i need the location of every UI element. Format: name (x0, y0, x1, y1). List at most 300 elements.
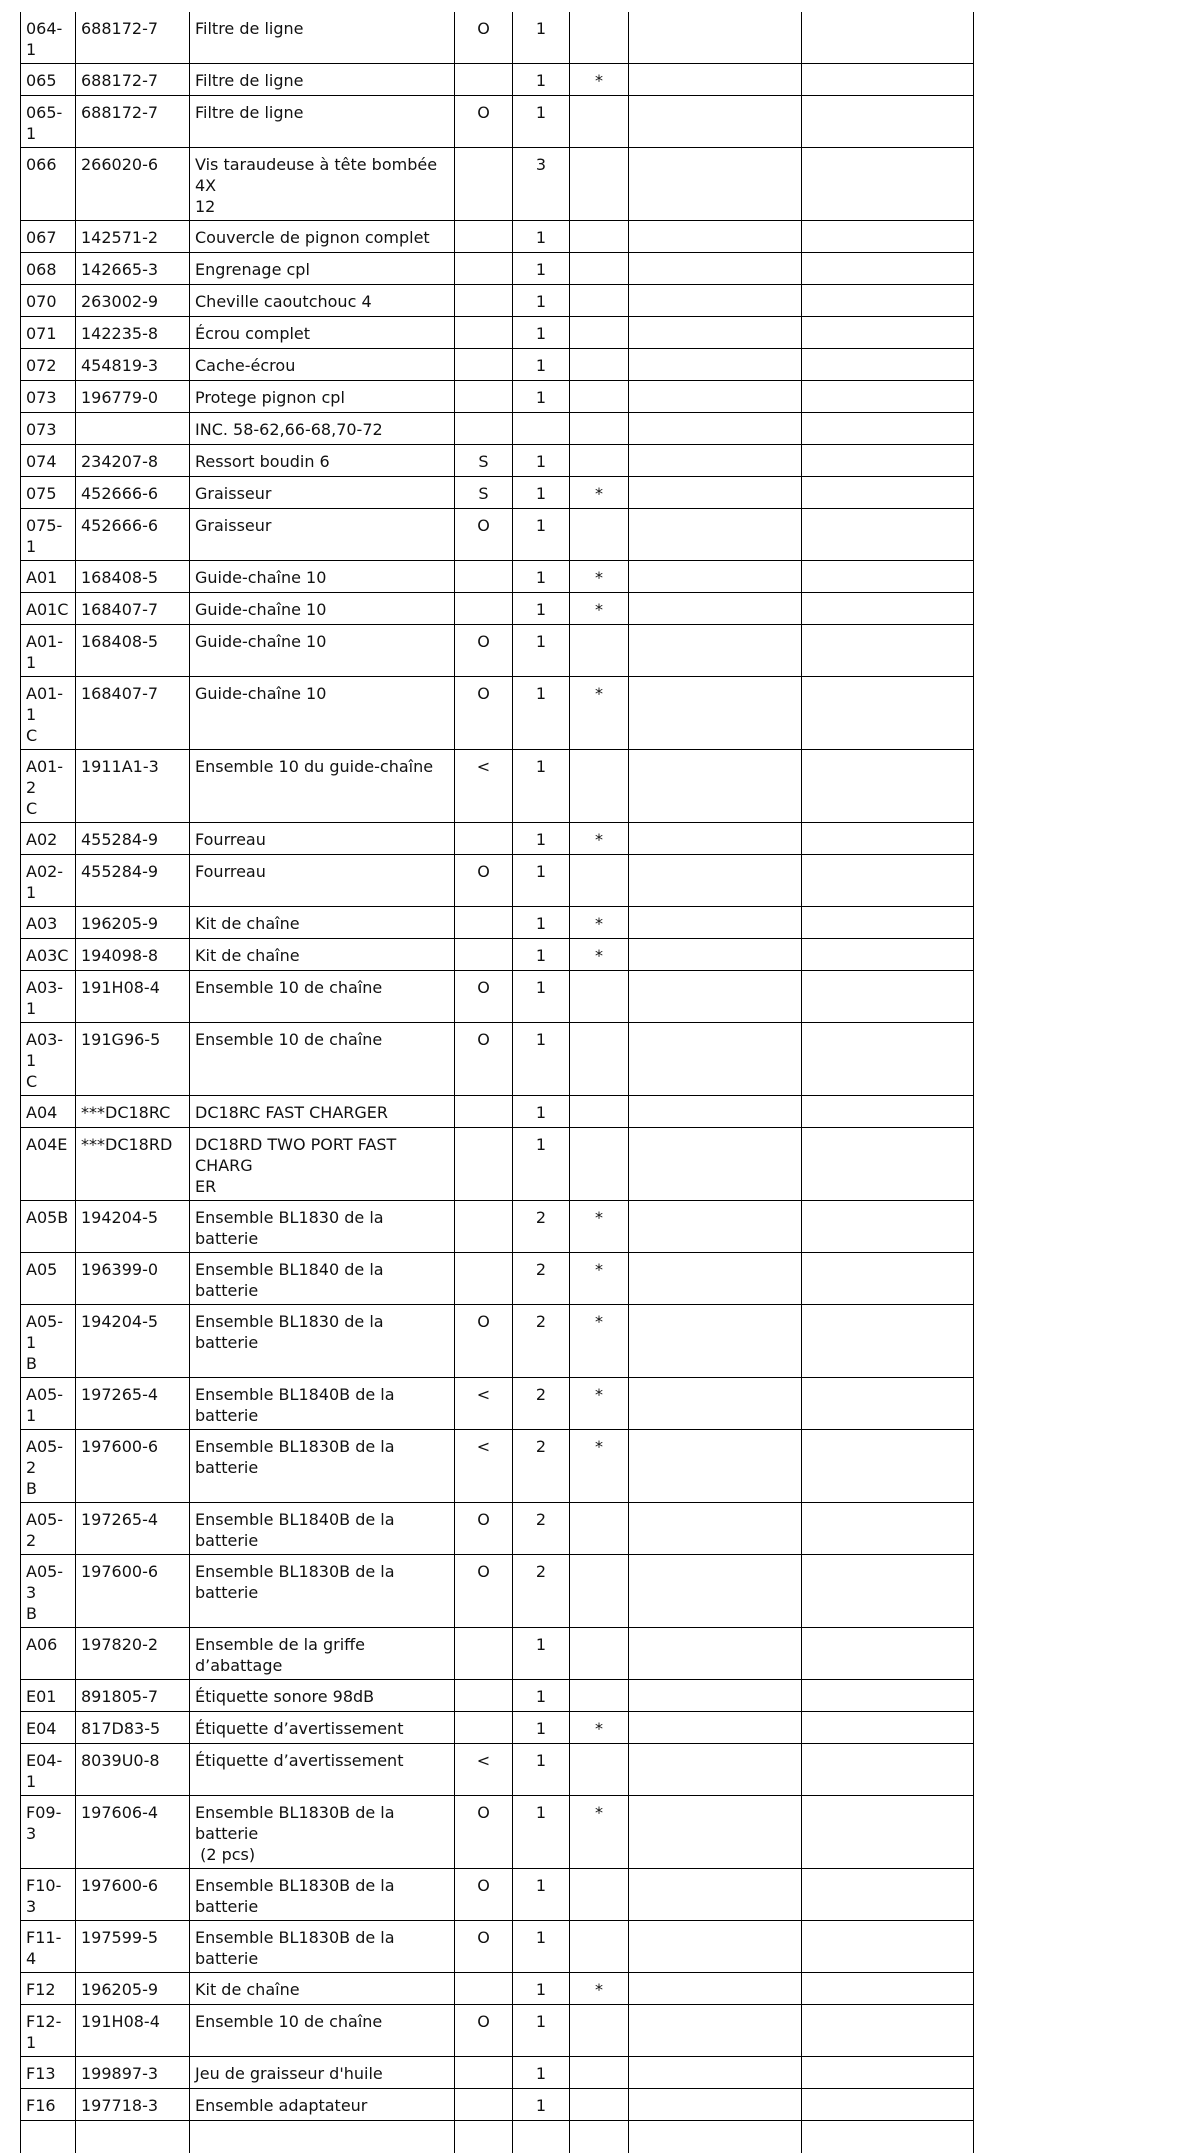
note-mark-cell: * (570, 1973, 629, 2005)
table-row (21, 1430, 974, 1503)
quantity-cell: 2 (513, 1253, 570, 1305)
quantity-cell: 1 (513, 625, 570, 677)
item-number-cell: 065-1 (21, 96, 76, 148)
table-row (21, 1680, 974, 1712)
blank-cell (802, 2005, 974, 2057)
blank-cell (629, 381, 802, 413)
part-number-cell: 197718-3 (76, 2089, 190, 2121)
part-number-cell: 263002-9 (76, 285, 190, 317)
blank-cell (802, 750, 974, 823)
item-number-cell: A06 (21, 1628, 76, 1680)
note-mark-cell (570, 750, 629, 823)
blank-cell (629, 561, 802, 593)
item-number-cell: A02-1 (21, 855, 76, 907)
blank-cell (21, 2121, 76, 2153)
quantity-cell: 1 (513, 1128, 570, 1201)
note-mark-cell (570, 2005, 629, 2057)
blank-cell (802, 381, 974, 413)
table-row (21, 1096, 974, 1128)
blank-cell (802, 317, 974, 349)
table-row (21, 677, 974, 750)
option-code-cell (455, 2089, 513, 2121)
blank-cell (802, 823, 974, 855)
item-number-cell: A05-3 B (21, 1555, 76, 1628)
description-cell: INC. 58-62,66-68,70-72 (190, 413, 455, 445)
option-code-cell: O (455, 2005, 513, 2057)
table-row (21, 349, 974, 381)
description-cell: DC18RC FAST CHARGER (190, 1096, 455, 1128)
blank-cell (629, 1128, 802, 1201)
part-number-cell: 168407-7 (76, 677, 190, 750)
part-number-cell: 452666-6 (76, 509, 190, 561)
blank-cell (629, 855, 802, 907)
option-code-cell (455, 1973, 513, 2005)
option-code-cell (455, 317, 513, 349)
quantity-cell: 1 (513, 823, 570, 855)
description-cell: Ensemble 10 de chaîne (190, 971, 455, 1023)
note-mark-cell (570, 1555, 629, 1628)
option-code-cell: O (455, 625, 513, 677)
note-mark-cell (570, 221, 629, 253)
description-cell: Ensemble 10 de chaîne (190, 2005, 455, 2057)
item-number-cell: 065 (21, 64, 76, 96)
blank-cell (802, 1253, 974, 1305)
quantity-cell: 1 (513, 677, 570, 750)
parts-table-body (21, 12, 974, 2153)
quantity-cell: 1 (513, 939, 570, 971)
quantity-cell: 2 (513, 1201, 570, 1253)
blank-cell (802, 1744, 974, 1796)
quantity-cell: 2 (513, 1305, 570, 1378)
note-mark-cell (570, 1096, 629, 1128)
option-code-cell: S (455, 477, 513, 509)
note-mark-cell (570, 1023, 629, 1096)
quantity-cell: 1 (513, 561, 570, 593)
blank-cell (802, 1096, 974, 1128)
blank-cell (629, 907, 802, 939)
blank-cell (629, 1430, 802, 1503)
option-code-cell (455, 413, 513, 445)
item-number-cell: 064-1 (21, 12, 76, 64)
option-code-cell (455, 221, 513, 253)
table-row (21, 477, 974, 509)
blank-cell (802, 561, 974, 593)
blank-cell (802, 1973, 974, 2005)
quantity-cell: 1 (513, 509, 570, 561)
blank-cell (802, 625, 974, 677)
table-row (21, 1796, 974, 1869)
item-number-cell: 070 (21, 285, 76, 317)
blank-cell (802, 1128, 974, 1201)
description-cell: Ensemble adaptateur (190, 2089, 455, 2121)
description-cell: Filtre de ligne (190, 12, 455, 64)
table-row (21, 1305, 974, 1378)
note-mark-cell (570, 1628, 629, 1680)
blank-cell (802, 64, 974, 96)
quantity-cell: 1 (513, 855, 570, 907)
note-mark-cell (570, 96, 629, 148)
item-number-cell: 071 (21, 317, 76, 349)
option-code-cell (455, 907, 513, 939)
part-number-cell: 196205-9 (76, 907, 190, 939)
part-number-cell: 688172-7 (76, 96, 190, 148)
item-number-cell: F12 (21, 1973, 76, 2005)
blank-cell (802, 477, 974, 509)
note-mark-cell (570, 2057, 629, 2089)
note-mark-cell (570, 625, 629, 677)
table-row (21, 253, 974, 285)
description-cell: Guide-chaîne 10 (190, 625, 455, 677)
table-row (21, 1712, 974, 1744)
blank-cell (802, 1430, 974, 1503)
table-row (21, 823, 974, 855)
blank-cell (629, 285, 802, 317)
blank-cell (629, 1869, 802, 1921)
option-code-cell: O (455, 971, 513, 1023)
blank-cell (802, 349, 974, 381)
quantity-cell: 1 (513, 349, 570, 381)
description-cell: Kit de chaîne (190, 1973, 455, 2005)
quantity-cell: 1 (513, 285, 570, 317)
quantity-cell: 1 (513, 907, 570, 939)
note-mark-cell: * (570, 1305, 629, 1378)
part-number-cell: 197820-2 (76, 1628, 190, 1680)
part-number-cell: 142665-3 (76, 253, 190, 285)
part-number-cell: 199897-3 (76, 2057, 190, 2089)
quantity-cell: 1 (513, 317, 570, 349)
part-number-cell: ***DC18RC (76, 1096, 190, 1128)
table-row (21, 1253, 974, 1305)
item-number-cell: F09-3 (21, 1796, 76, 1869)
blank-cell (629, 317, 802, 349)
description-cell: Guide-chaîne 10 (190, 677, 455, 750)
note-mark-cell (570, 349, 629, 381)
part-number-cell: 197265-4 (76, 1503, 190, 1555)
quantity-cell: 1 (513, 445, 570, 477)
description-cell: Cheville caoutchouc 4 (190, 285, 455, 317)
description-cell: Étiquette d’avertissement (190, 1744, 455, 1796)
option-code-cell (455, 253, 513, 285)
table-row (21, 64, 974, 96)
item-number-cell: A04E (21, 1128, 76, 1201)
quantity-cell: 1 (513, 1744, 570, 1796)
part-number-cell: 196205-9 (76, 1973, 190, 2005)
blank-cell (629, 677, 802, 750)
description-cell: Jeu de graisseur d'huile (190, 2057, 455, 2089)
blank-cell (629, 939, 802, 971)
blank-cell (76, 2121, 190, 2153)
blank-cell (629, 445, 802, 477)
quantity-cell: 3 (513, 148, 570, 221)
table-row (21, 1128, 974, 1201)
blank-cell (802, 971, 974, 1023)
part-number-cell: 688172-7 (76, 12, 190, 64)
table-row (21, 285, 974, 317)
note-mark-cell: * (570, 1201, 629, 1253)
item-number-cell: A01-1 (21, 625, 76, 677)
table-row (21, 1555, 974, 1628)
quantity-cell: 2 (513, 1503, 570, 1555)
blank-cell (802, 907, 974, 939)
part-number-cell: 455284-9 (76, 855, 190, 907)
note-mark-cell (570, 1869, 629, 1921)
option-code-cell: O (455, 96, 513, 148)
part-number-cell: 197600-6 (76, 1430, 190, 1503)
part-number-cell: ***DC18RD (76, 1128, 190, 1201)
blank-cell (802, 413, 974, 445)
note-mark-cell (570, 1744, 629, 1796)
part-number-cell: 191G96-5 (76, 1023, 190, 1096)
option-code-cell: < (455, 750, 513, 823)
quantity-cell: 1 (513, 2005, 570, 2057)
part-number-cell: 1911A1-3 (76, 750, 190, 823)
part-number-cell: 197265-4 (76, 1378, 190, 1430)
description-cell: Graisseur (190, 509, 455, 561)
table-row (21, 2057, 974, 2089)
table-row (21, 2089, 974, 2121)
table-row (21, 971, 974, 1023)
description-cell: Ensemble BL1840B de la batterie (190, 1503, 455, 1555)
description-cell: Guide-chaîne 10 (190, 561, 455, 593)
table-row (21, 1973, 974, 2005)
blank-cell (629, 593, 802, 625)
item-number-cell: A01C (21, 593, 76, 625)
item-number-cell: F12-1 (21, 2005, 76, 2057)
option-code-cell: O (455, 677, 513, 750)
blank-cell (802, 2121, 974, 2153)
note-mark-cell: * (570, 561, 629, 593)
note-mark-cell (570, 1128, 629, 1201)
description-cell: Protege pignon cpl (190, 381, 455, 413)
item-number-cell: A05-2 B (21, 1430, 76, 1503)
blank-cell (629, 1253, 802, 1305)
part-number-cell: 234207-8 (76, 445, 190, 477)
option-code-cell (455, 939, 513, 971)
description-cell: Ensemble BL1830 de la batterie (190, 1305, 455, 1378)
item-number-cell: F16 (21, 2089, 76, 2121)
option-code-cell: < (455, 1430, 513, 1503)
description-cell: Étiquette d’avertissement (190, 1712, 455, 1744)
blank-cell (629, 148, 802, 221)
table-row-continuation (21, 2121, 974, 2153)
option-code-cell: < (455, 1744, 513, 1796)
blank-cell (802, 1503, 974, 1555)
description-cell: Ensemble BL1830 de la batterie (190, 1201, 455, 1253)
option-code-cell (455, 593, 513, 625)
blank-cell (802, 1796, 974, 1869)
description-cell: Guide-chaîne 10 (190, 593, 455, 625)
quantity-cell: 1 (513, 750, 570, 823)
blank-cell (629, 2121, 802, 2153)
blank-cell (802, 1921, 974, 1973)
table-row (21, 561, 974, 593)
note-mark-cell: * (570, 477, 629, 509)
blank-cell (629, 1023, 802, 1096)
table-row (21, 96, 974, 148)
option-code-cell (455, 1628, 513, 1680)
option-code-cell: O (455, 1921, 513, 1973)
item-number-cell: A01 (21, 561, 76, 593)
table-row (21, 509, 974, 561)
blank-cell (802, 12, 974, 64)
note-mark-cell (570, 317, 629, 349)
quantity-cell: 1 (513, 1869, 570, 1921)
description-cell: Fourreau (190, 855, 455, 907)
table-row (21, 148, 974, 221)
blank-cell (629, 823, 802, 855)
note-mark-cell (570, 381, 629, 413)
part-number-cell: 891805-7 (76, 1680, 190, 1712)
blank-cell (629, 64, 802, 96)
note-mark-cell (570, 1503, 629, 1555)
item-number-cell: A03C (21, 939, 76, 971)
blank-cell (629, 509, 802, 561)
note-mark-cell (570, 285, 629, 317)
item-number-cell: 068 (21, 253, 76, 285)
option-code-cell (455, 1128, 513, 1201)
blank-cell (802, 677, 974, 750)
blank-cell (629, 96, 802, 148)
table-row (21, 221, 974, 253)
item-number-cell: A05-1 (21, 1378, 76, 1430)
description-cell: Ensemble BL1840B de la batterie (190, 1378, 455, 1430)
quantity-cell: 1 (513, 1628, 570, 1680)
note-mark-cell: * (570, 64, 629, 96)
description-cell: Fourreau (190, 823, 455, 855)
note-mark-cell: * (570, 1253, 629, 1305)
note-mark-cell (570, 855, 629, 907)
quantity-cell: 1 (513, 477, 570, 509)
item-number-cell: 066 (21, 148, 76, 221)
description-cell: Kit de chaîne (190, 907, 455, 939)
note-mark-cell: * (570, 939, 629, 971)
blank-cell (802, 253, 974, 285)
blank-cell (629, 1921, 802, 1973)
blank-cell (629, 2089, 802, 2121)
item-number-cell: 072 (21, 349, 76, 381)
note-mark-cell: * (570, 1796, 629, 1869)
item-number-cell: 075-1 (21, 509, 76, 561)
part-number-cell: 8039U0-8 (76, 1744, 190, 1796)
part-number-cell: 194098-8 (76, 939, 190, 971)
option-code-cell (455, 823, 513, 855)
note-mark-cell (570, 2089, 629, 2121)
item-number-cell: A05-2 (21, 1503, 76, 1555)
part-number-cell: 197599-5 (76, 1921, 190, 1973)
description-cell: Ensemble BL1840 de la batterie (190, 1253, 455, 1305)
blank-cell (802, 148, 974, 221)
quantity-cell: 1 (513, 1096, 570, 1128)
option-code-cell (455, 1253, 513, 1305)
description-cell: Ressort boudin 6 (190, 445, 455, 477)
blank-cell (802, 2089, 974, 2121)
parts-table (20, 12, 974, 2153)
blank-cell (629, 221, 802, 253)
blank-cell (629, 1680, 802, 1712)
blank-cell (513, 2121, 570, 2153)
option-code-cell (455, 349, 513, 381)
quantity-cell: 1 (513, 1796, 570, 1869)
note-mark-cell: * (570, 677, 629, 750)
part-number-cell: 197600-6 (76, 1869, 190, 1921)
option-code-cell: O (455, 1796, 513, 1869)
description-cell: Filtre de ligne (190, 64, 455, 96)
blank-cell (802, 1201, 974, 1253)
blank-cell (802, 939, 974, 971)
part-number-cell: 688172-7 (76, 64, 190, 96)
table-row (21, 1378, 974, 1430)
item-number-cell: 075 (21, 477, 76, 509)
table-row (21, 625, 974, 677)
item-number-cell: 067 (21, 221, 76, 253)
blank-cell (629, 1305, 802, 1378)
blank-cell (802, 1023, 974, 1096)
blank-cell (802, 1378, 974, 1430)
table-row (21, 1023, 974, 1096)
blank-cell (629, 1744, 802, 1796)
note-mark-cell: * (570, 1712, 629, 1744)
description-cell: Engrenage cpl (190, 253, 455, 285)
table-row (21, 939, 974, 971)
note-mark-cell: * (570, 907, 629, 939)
quantity-cell: 1 (513, 1921, 570, 1973)
note-mark-cell: * (570, 1430, 629, 1503)
item-number-cell: A05-1 B (21, 1305, 76, 1378)
blank-cell (802, 1305, 974, 1378)
blank-cell (629, 1628, 802, 1680)
option-code-cell: < (455, 1378, 513, 1430)
option-code-cell (455, 1201, 513, 1253)
note-mark-cell (570, 148, 629, 221)
blank-cell (802, 1628, 974, 1680)
blank-cell (802, 855, 974, 907)
table-row (21, 593, 974, 625)
quantity-cell: 1 (513, 1973, 570, 2005)
table-row (21, 1201, 974, 1253)
option-code-cell: O (455, 1555, 513, 1628)
option-code-cell (455, 64, 513, 96)
note-mark-cell: * (570, 823, 629, 855)
table-row (21, 1869, 974, 1921)
note-mark-cell: * (570, 593, 629, 625)
note-mark-cell (570, 971, 629, 1023)
blank-cell (629, 1796, 802, 1869)
blank-cell (570, 2121, 629, 2153)
blank-cell (629, 1201, 802, 1253)
blank-cell (629, 1096, 802, 1128)
option-code-cell: O (455, 1023, 513, 1096)
description-cell: Étiquette sonore 98dB (190, 1680, 455, 1712)
quantity-cell: 2 (513, 1555, 570, 1628)
item-number-cell: F11-4 (21, 1921, 76, 1973)
item-number-cell: A05 (21, 1253, 76, 1305)
item-number-cell: A05B (21, 1201, 76, 1253)
option-code-cell: O (455, 12, 513, 64)
quantity-cell: 1 (513, 1712, 570, 1744)
description-cell: DC18RD TWO PORT FAST CHARG ER (190, 1128, 455, 1201)
table-row (21, 381, 974, 413)
table-row (21, 317, 974, 349)
item-number-cell: F13 (21, 2057, 76, 2089)
option-code-cell (455, 2057, 513, 2089)
blank-cell (455, 2121, 513, 2153)
description-cell: Ensemble BL1830B de la batterie (190, 1869, 455, 1921)
quantity-cell: 1 (513, 1023, 570, 1096)
blank-cell (802, 96, 974, 148)
blank-cell (629, 413, 802, 445)
part-number-cell (76, 413, 190, 445)
part-number-cell: 168407-7 (76, 593, 190, 625)
